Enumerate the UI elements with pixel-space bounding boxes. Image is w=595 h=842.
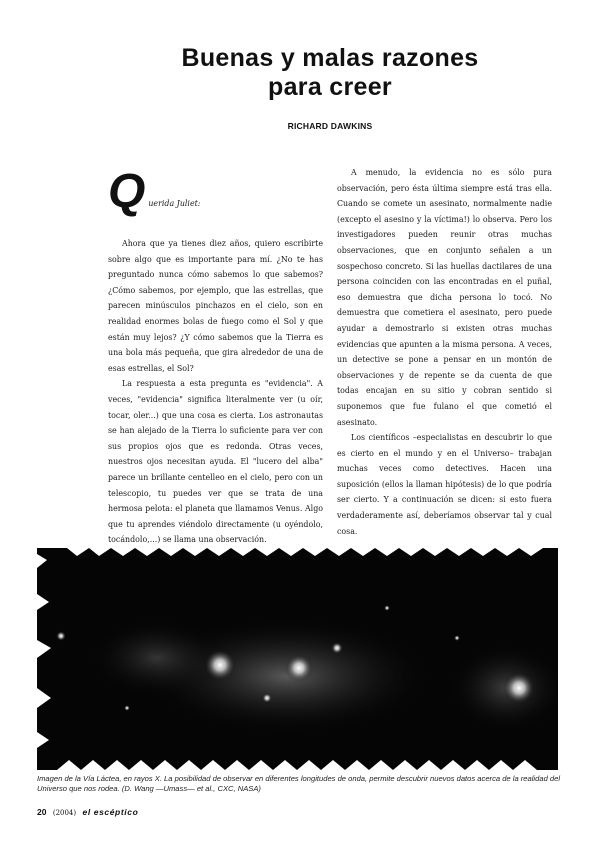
issue-year: (2004) [52, 809, 77, 817]
page-footer [37, 807, 138, 817]
left-column [108, 165, 323, 548]
paragraph: Los científicos –especialistas en descubrir lo que es cierto en el mundo y en el Universo– trabajan muchas veces como detectives. Hacen una suposición (ellos la llaman hipótesis) de lo que podría ser cierto. Y a continuación se dicen: si esto fuera verdaderamente así, deberíamos observar tal y cual cosa. [337, 433, 552, 536]
figure-caption: Imagen de la Vía Láctea, en rayos X. La posibilidad de observar en diferentes longitudes de onda, permite descubrir nuevos datos acerca de la realidad del Universo que nos rodea. (D. Wang —Umass— et al., CXC, NASA) [37, 774, 561, 793]
right-column [337, 165, 552, 539]
article-title [130, 44, 530, 102]
paragraph: La respuesta a esta pregunta es "evidencia". A veces, "evidencia" significa literalmente ver (u oír, tocar, oler...) que una cosa es cierta. Los astronautas se han alejado de la Tierra lo suficiente para ver con sus propios ojos que es redonda. Otras veces, nuestros ojos necesitan ayuda. El "lucero del alba" parece un brillante centelleo en el cielo, pero con un telescopio, tu puedes ver que se trata de una hermosa pelota: el planeta que llamamos Venus. Algo que tu aprendes viéndolo directamente (u oyéndolo, tocándolo,...) se llama una observación. [108, 379, 323, 545]
drop-cap: Q [108, 165, 146, 218]
magazine-name: el escéptico [82, 807, 139, 817]
paragraph: A menudo, la evidencia no es sólo pura observación, pero ésta última siempre está tras ella. Cuando se comete un asesinato, normalmente nadie (excepto el asesino y la víctima!) lo observa. Pero los investigadores pueden reunir otras muchas observaciones, que en conjunto señalen a un sospechoso concreto. Si las huellas dactilares de una persona coinciden con las encontradas en el puñal, eso demuestra que dicha persona lo tocó. No demuestra que cometiera el asesinato, pero puede ayudar a demostrarlo si existen otras muchas evidencias que apunten a la misma persona. A veces, un detective se pone a pensar en un montón de observaciones y de repente se da cuenta de que todas encajan en su sitio y cobran sentido si suponemos que fue fulano el que cometió el asesinato. [337, 168, 552, 427]
milky-way-xray-image [37, 548, 558, 770]
salutation: uerida Juliet: [148, 199, 201, 208]
title-line-1: Buenas y malas razones [181, 44, 479, 72]
author-byline: RICHARD DAWKINS [287, 121, 373, 131]
paragraph: Ahora que ya tienes diez años, quiero escribirte sobre algo que es importante para mí. ¿No te has preguntado nunca cómo sabemos lo que sabemos? ¿Cómo sabemos, por ejemplo, que las estrellas, que parecen minúsculos pinchazos en el cielo, son en realidad enormes bolas de fuego como el Sol y que están muy lejos? ¿Y cómo sabemos que la Tierra es una bola más pequeña, que gira alrededor de una de esas estrellas, el Sol? [108, 239, 323, 373]
title-line-2: para creer [268, 73, 392, 101]
page-number: 20 [37, 807, 47, 817]
